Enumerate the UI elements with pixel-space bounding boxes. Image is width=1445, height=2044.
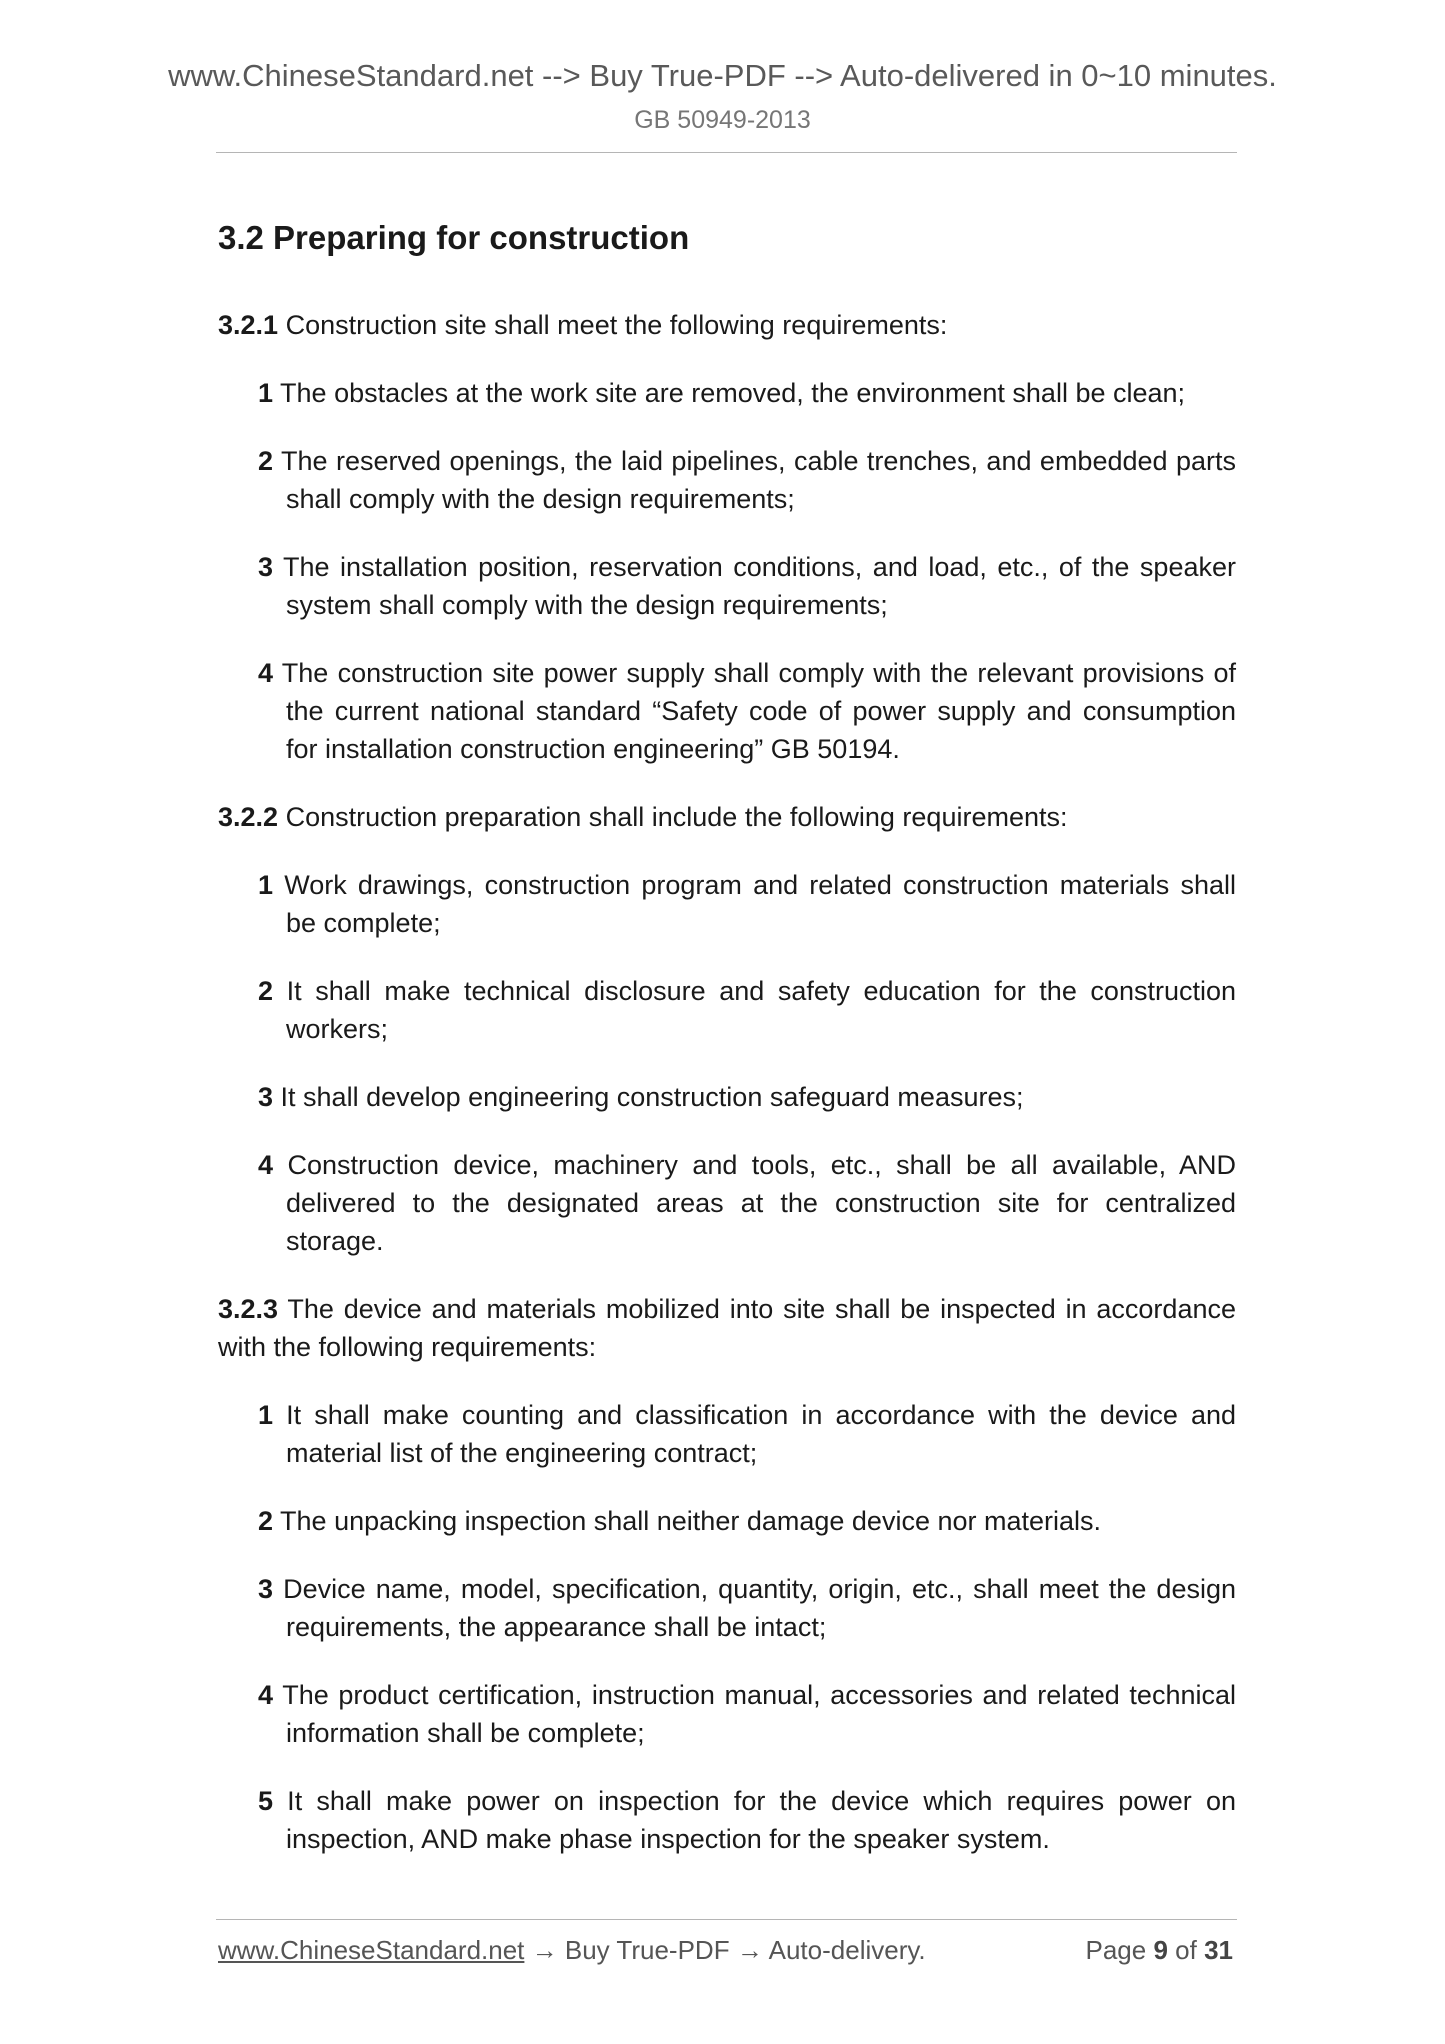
item-number: 4 bbox=[258, 1150, 274, 1180]
item-number: 3 bbox=[258, 552, 274, 582]
page-total: 31 bbox=[1204, 1935, 1233, 1965]
clause-number: 3.2.1 bbox=[218, 310, 279, 340]
list-item bbox=[258, 1570, 1236, 1646]
item-text: The unpacking inspection shall neither damage device nor materials. bbox=[273, 1506, 1102, 1536]
header-banner: www.ChineseStandard.net --> Buy True-PDF --> Auto-delivered in 0~10 minutes. bbox=[168, 58, 1277, 93]
standard-id: GB 50949-2013 bbox=[634, 106, 811, 134]
item-text: It shall develop engineering construction safeguard measures; bbox=[273, 1082, 1024, 1112]
list-item bbox=[258, 654, 1236, 768]
page-indicator bbox=[1085, 1935, 1233, 1966]
list-item bbox=[258, 1078, 1236, 1116]
item-text: Construction device, machinery and tools, etc., shall be all available, AND delivered to the designated areas at the construction site for centralized storage. bbox=[273, 1150, 1236, 1256]
list-item bbox=[258, 442, 1236, 518]
page-number: 9 bbox=[1153, 1935, 1168, 1965]
item-number: 3 bbox=[258, 1574, 274, 1604]
item-number: 1 bbox=[258, 1400, 274, 1430]
item-number: 1 bbox=[258, 870, 274, 900]
item-text: It shall make counting and classification in accordance with the device and material list of the engineering contract; bbox=[273, 1400, 1236, 1468]
arrow-right-icon: → bbox=[736, 1935, 763, 1965]
item-text: The construction site power supply shall comply with the relevant provisions of the current national standard “Safety code of power supply and consumption for installation construction engineering” GB 50194. bbox=[273, 658, 1236, 764]
clause-text: The device and materials mobilized into site shall be inspected in accordance with the following requirements: bbox=[218, 1294, 1236, 1362]
item-text: Device name, model, specification, quantity, origin, etc., shall meet the design requirements, the appearance shall be intact; bbox=[273, 1574, 1236, 1642]
list-item bbox=[258, 1782, 1236, 1858]
item-number: 5 bbox=[258, 1786, 274, 1816]
item-text: The obstacles at the work site are removed, the environment shall be clean; bbox=[273, 378, 1186, 408]
buy-text: Buy True-PDF bbox=[564, 1935, 730, 1965]
item-text: Work drawings, construction program and related construction materials shall be complete; bbox=[273, 870, 1236, 938]
item-number: 4 bbox=[258, 658, 274, 688]
item-number: 1 bbox=[258, 378, 274, 408]
clause-number: 3.2.3 bbox=[218, 1294, 279, 1324]
item-text: The installation position, reservation conditions, and load, etc., of the speaker system shall comply with the design requirements; bbox=[273, 552, 1236, 620]
item-number: 2 bbox=[258, 1506, 274, 1536]
header-divider bbox=[216, 152, 1237, 153]
page-label: Page bbox=[1085, 1935, 1147, 1965]
item-text: The product certification, instruction manual, accessories and related technical information shall be complete; bbox=[273, 1680, 1236, 1748]
clause-text: Construction preparation shall include the following requirements: bbox=[278, 802, 1068, 832]
delivery-text: Auto-delivery. bbox=[768, 1935, 926, 1965]
of-label: of bbox=[1175, 1935, 1197, 1965]
list-item bbox=[258, 1502, 1236, 1540]
list-item bbox=[258, 972, 1236, 1048]
list-item bbox=[258, 374, 1236, 412]
site-link[interactable]: www.ChineseStandard.net bbox=[218, 1935, 525, 1965]
item-number: 4 bbox=[258, 1680, 274, 1710]
list-item bbox=[258, 548, 1236, 624]
footer-divider bbox=[216, 1919, 1237, 1920]
arrow-right-icon: → bbox=[531, 1935, 558, 1965]
item-number: 2 bbox=[258, 446, 274, 476]
clause-number: 3.2.2 bbox=[218, 802, 279, 832]
clause-text: Construction site shall meet the following requirements: bbox=[278, 310, 948, 340]
item-text: It shall make power on inspection for the device which requires power on inspection, AND make phase inspection for the speaker system. bbox=[273, 1786, 1236, 1854]
clause-3-2-2 bbox=[218, 798, 1236, 836]
list-item bbox=[258, 1146, 1236, 1260]
list-item bbox=[258, 1676, 1236, 1752]
clause-3-2-3 bbox=[218, 1290, 1236, 1366]
item-text: The reserved openings, the laid pipelines, cable trenches, and embedded parts shall comply with the design requirements; bbox=[273, 446, 1236, 514]
list-item bbox=[258, 866, 1236, 942]
item-text: It shall make technical disclosure and safety education for the construction workers; bbox=[273, 976, 1236, 1044]
item-number: 2 bbox=[258, 976, 274, 1006]
list-item bbox=[258, 1396, 1236, 1472]
item-number: 3 bbox=[258, 1082, 274, 1112]
section-title: 3.2 Preparing for construction bbox=[218, 219, 690, 256]
clause-3-2-1 bbox=[218, 306, 1236, 344]
footer-promo bbox=[218, 1935, 926, 1966]
